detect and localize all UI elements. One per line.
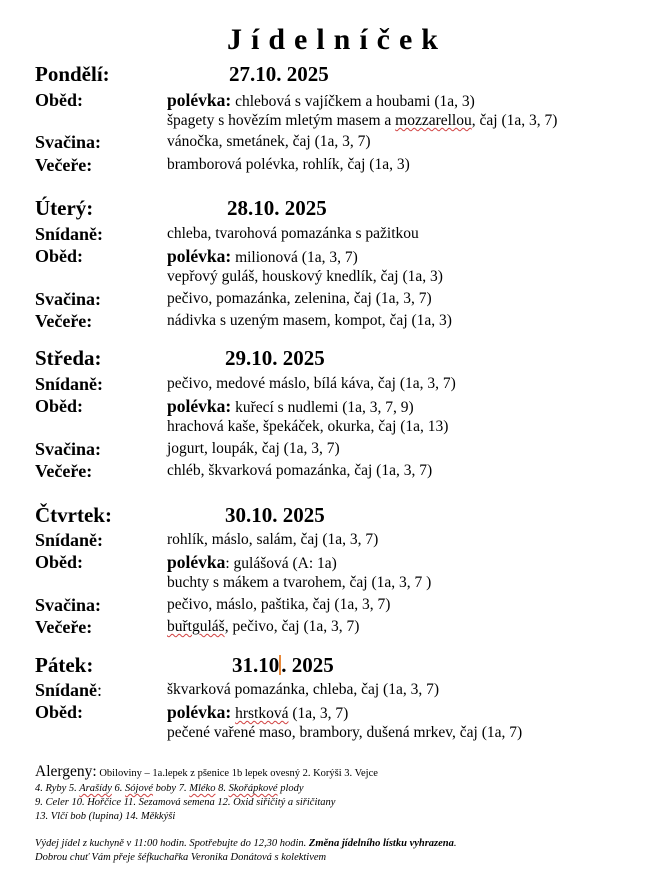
meal-text: chléb, škvarková pomazánka, čaj (1a, 3, 7) <box>167 462 433 479</box>
day-date <box>232 653 334 677</box>
footer-notice: Změna jídelního lístku vyhrazena <box>308 838 454 849</box>
allergens-heading: Alergeny: <box>35 763 97 780</box>
footer-text: Výdej jídel z kuchyně v 11:00 hodin. Spotřebujte do 12,30 hodin. <box>35 838 309 849</box>
main-text: pečené vařené maso, brambory, dušená mrkev, čaj (1a, 7) <box>167 724 523 741</box>
soup-text: kuřecí s nudlemi (1a, 3, 7, 9) <box>235 399 414 416</box>
allergens-line-1 <box>35 765 378 781</box>
meal-label: Oběd: <box>35 396 84 416</box>
day-name: Středa: <box>35 346 102 370</box>
spellcheck-word[interactable]: buřtguláš <box>167 618 225 635</box>
meal-text: pečivo, pomazánka, zelenina, čaj (1a, 3, 7) <box>167 290 432 307</box>
meal-label: Večeře: <box>35 155 93 175</box>
day-name: Čtvrtek: <box>35 503 112 527</box>
allergens-text: 8. <box>215 783 229 794</box>
meal-label-colon: : <box>97 680 103 700</box>
spellcheck-word[interactable]: hrstková <box>235 705 289 722</box>
meal-label: Večeře: <box>35 617 93 637</box>
soup-label: polévka <box>167 552 226 572</box>
meal-label: Oběd: <box>35 552 84 572</box>
allergens-line-4: 13. Vlčí bob (lupina) 14. Měkkýši <box>35 811 176 822</box>
day-date: 29.10. 2025 <box>225 346 325 370</box>
meal-text: pečivo, máslo, paštika, čaj (1a, 3, 7) <box>167 596 391 613</box>
day-date: 28.10. 2025 <box>227 196 327 220</box>
meal-label: Oběd: <box>35 90 84 110</box>
page-title: Jídelníček <box>226 23 447 56</box>
date-part: 31.10 <box>232 653 280 677</box>
day-date: 30.10. 2025 <box>225 503 325 527</box>
allergens-line-2 <box>35 782 304 796</box>
meal-label: Svačina: <box>35 132 102 152</box>
meal-label: Snídaně: <box>35 530 104 550</box>
soup-text: (1a, 3, 7) <box>288 705 349 722</box>
meal-label: Večeře: <box>35 461 93 481</box>
meal-text: vánočka, smetánek, čaj (1a, 3, 7) <box>167 133 371 150</box>
meal-label: Svačina: <box>35 289 102 309</box>
spellcheck-word[interactable]: Sójové <box>125 783 154 794</box>
meal-text: škvarková pomazánka, chleba, čaj (1a, 3, 7) <box>167 681 439 698</box>
meal-label: Oběd: <box>35 246 84 266</box>
allergens-text: plody <box>277 783 304 794</box>
meal-text: nádivka s uzeným masem, kompot, čaj (1a, 3) <box>167 312 452 329</box>
allergens-text: 6. <box>111 783 126 794</box>
soup-label: polévka: <box>167 702 232 722</box>
date-part: . 2025 <box>281 653 334 677</box>
meal-label: Snídaně <box>35 680 98 700</box>
day-name: Pátek: <box>35 653 94 677</box>
footer-line-1 <box>35 837 457 851</box>
main-text: buchty s mákem a tvarohem, čaj (1a, 3, 7 ) <box>167 574 432 591</box>
soup-label: polévka: <box>167 396 232 416</box>
spellcheck-word[interactable]: Mléko <box>189 783 216 794</box>
meal-text: chleba, tvarohová pomazánka s pažitkou <box>167 225 419 242</box>
allergens-line-3: 9. Celer 10. Hořčice 11. Sezamová semena 12. Oxid siřičitý a siřičitany <box>35 797 336 808</box>
meal-text: pečivo, medové máslo, bílá káva, čaj (1a, 3, 7) <box>167 375 456 392</box>
allergens-text: boby 7. <box>153 783 190 794</box>
main-text: špagety s hovězím mletým masem a <box>167 112 396 129</box>
main-text: hrachová kaše, špekáček, okurka, čaj (1a, 13) <box>167 418 449 435</box>
footer-text-end: . <box>453 838 457 849</box>
main-text-end: , čaj (1a, 3, 7) <box>471 112 558 129</box>
soup-label: polévka: <box>167 246 232 266</box>
spellcheck-word[interactable]: mozzarellou <box>395 112 472 129</box>
meal-label: Svačina: <box>35 439 102 459</box>
soup-text: milionová (1a, 3, 7) <box>235 249 358 266</box>
meal-label: Snídaně: <box>35 374 104 394</box>
day-name: Pondělí: <box>35 62 110 86</box>
meal-label: Snídaně: <box>35 224 104 244</box>
day-name: Úterý: <box>35 196 94 220</box>
meal-text: bramborová polévka, rohlík, čaj (1a, 3) <box>167 156 410 173</box>
meal-label: Večeře: <box>35 311 93 331</box>
main-text: vepřový guláš, houskový knedlík, čaj (1a, 3) <box>167 268 443 285</box>
spellcheck-word[interactable]: Arašídy <box>79 783 112 794</box>
spellcheck-word[interactable]: Skořápkové <box>228 783 278 794</box>
meal-label: Svačina: <box>35 595 102 615</box>
soup-text: : gulášová (A: 1a) <box>225 555 337 572</box>
meal-text: rohlík, máslo, salám, čaj (1a, 3, 7) <box>167 531 379 548</box>
meal-text: jogurt, loupák, čaj (1a, 3, 7) <box>167 440 340 457</box>
allergens-text: Obiloviny – 1a.lepek z pšenice 1b lepek ovesný 2. Korýši 3. Vejce <box>96 768 378 779</box>
footer-line-2: Dobrou chuť Vám přeje šéfkuchařka Veronika Donátová s kolektivem <box>35 852 327 863</box>
soup-label: polévka: <box>167 90 232 110</box>
day-date: 27.10. 2025 <box>229 62 329 86</box>
allergens-text: 4. Ryby 5. <box>35 783 80 794</box>
soup-text: chlebová s vajíčkem a houbami (1a, 3) <box>235 93 475 110</box>
meal-label: Oběd: <box>35 702 84 722</box>
meal-text: , pečivo, čaj (1a, 3, 7) <box>224 618 360 635</box>
